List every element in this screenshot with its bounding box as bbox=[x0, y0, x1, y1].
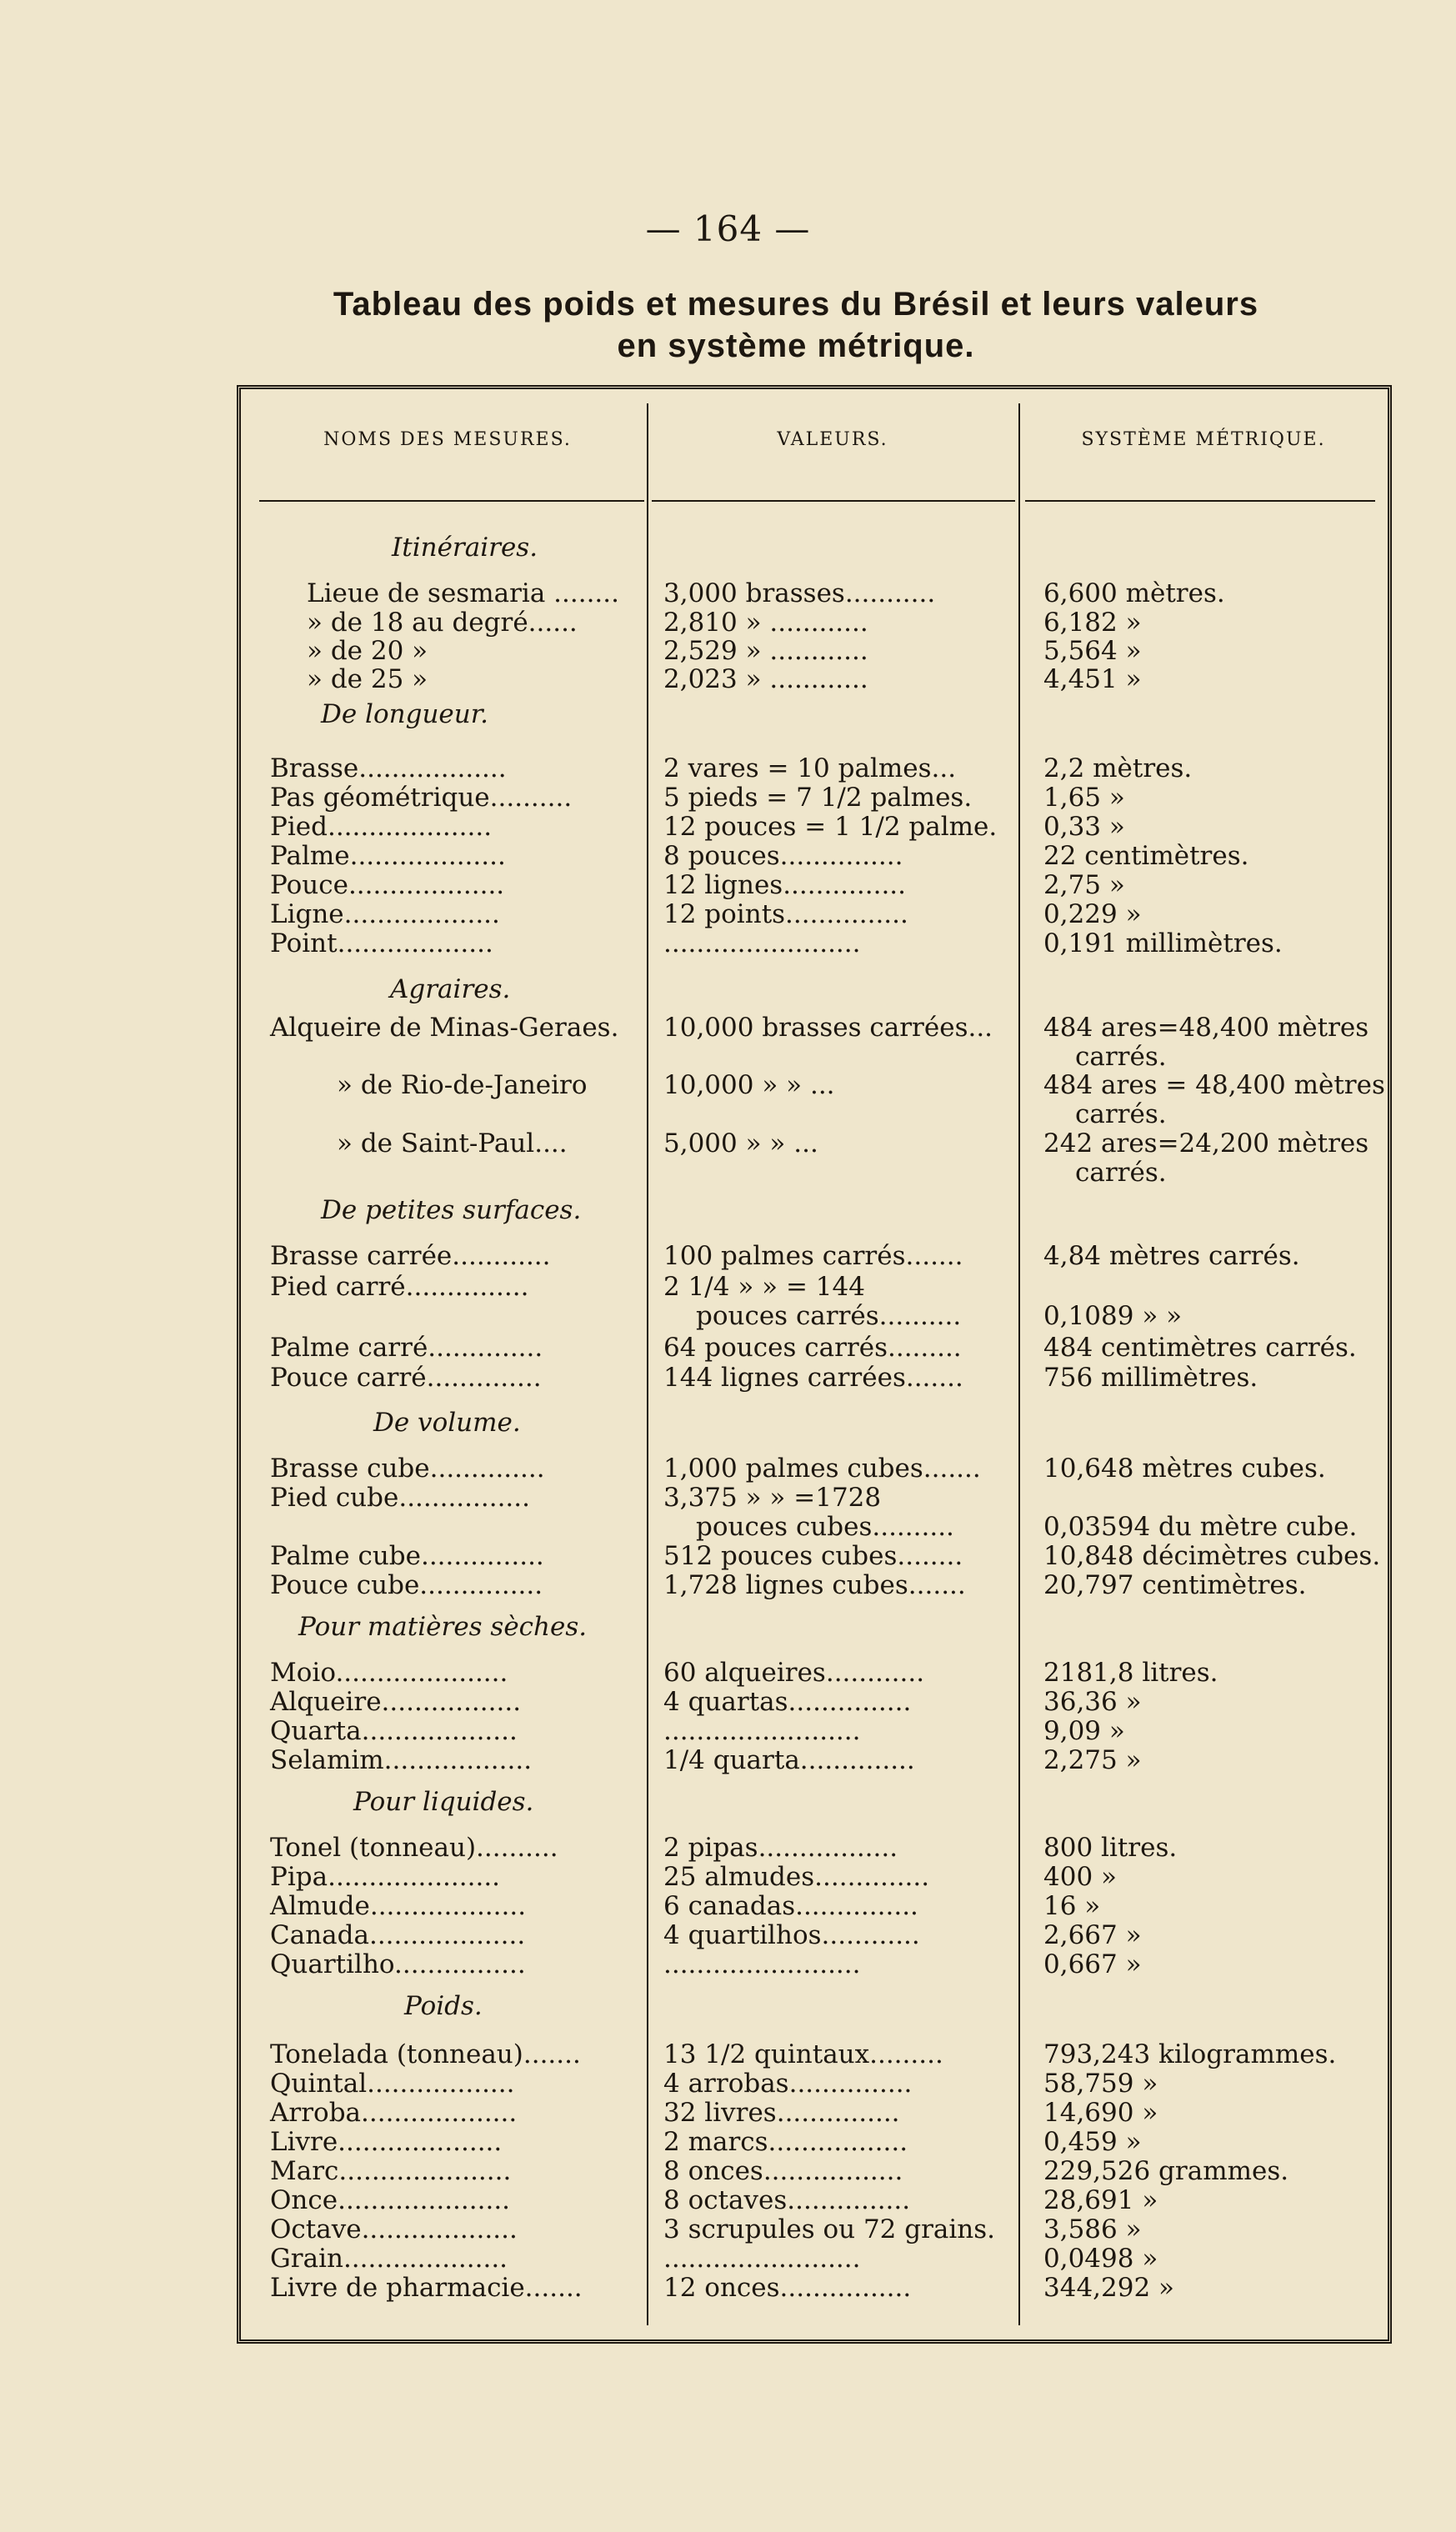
measure-value: 6 canadas............... bbox=[663, 1891, 918, 1921]
metric-value: 5,564 » bbox=[1043, 636, 1142, 666]
measure-name: Arroba................... bbox=[270, 2098, 518, 2128]
metric-value: 28,691 » bbox=[1043, 2185, 1158, 2215]
measure-value: 2,529 » ............ bbox=[663, 636, 868, 666]
header-values: VALEURS. bbox=[777, 429, 888, 450]
metric-value: 344,292 » bbox=[1043, 2273, 1175, 2303]
measure-value: 10,000 brasses carrées... bbox=[663, 1013, 993, 1043]
metric-value: 1,65 » bbox=[1043, 783, 1125, 813]
metric-value: 800 litres. bbox=[1043, 1833, 1178, 1863]
measure-name: Pouce carré.............. bbox=[270, 1363, 542, 1393]
metric-value: 484 ares=48,400 mètres bbox=[1043, 1013, 1369, 1043]
metric-value: 2,2 mètres. bbox=[1043, 753, 1193, 783]
metric-value: 0,459 » bbox=[1043, 2127, 1142, 2157]
measure-value: 5,000 » » ... bbox=[663, 1128, 818, 1158]
measure-name: Pied.................... bbox=[270, 812, 493, 842]
measure-name: » de 18 au degré...... bbox=[307, 608, 578, 638]
measure-name: Palme cube............... bbox=[270, 1541, 544, 1571]
measure-name: Palme carré.............. bbox=[270, 1333, 543, 1363]
metric-value: 36,36 » bbox=[1043, 1687, 1142, 1717]
measure-value: 100 palmes carrés....... bbox=[663, 1241, 963, 1271]
metric-value: 3,586 » bbox=[1043, 2214, 1142, 2244]
measure-name: Livre de pharmacie....... bbox=[270, 2273, 583, 2303]
measure-value: 12 points............... bbox=[663, 899, 908, 929]
measure-value: 12 lignes............... bbox=[663, 870, 907, 900]
measure-value: ........................ bbox=[663, 1716, 861, 1746]
measure-value: 32 livres............... bbox=[663, 2098, 900, 2128]
measure-value: 4 arrobas............... bbox=[663, 2069, 913, 2099]
metric-value-continued: carrés. bbox=[1075, 1158, 1167, 1188]
section-heading: De longueur. bbox=[321, 699, 488, 729]
measure-name: Octave................... bbox=[270, 2214, 518, 2244]
metric-value: 484 ares = 48,400 mètres bbox=[1043, 1070, 1385, 1100]
measure-value: 8 onces................. bbox=[663, 2156, 903, 2186]
measure-value: 8 pouces............... bbox=[663, 841, 903, 871]
measure-value: ........................ bbox=[663, 2244, 861, 2274]
measure-name: Quarta................... bbox=[270, 1716, 518, 1746]
measure-value: 2 marcs................. bbox=[663, 2127, 908, 2157]
measure-value: 1,728 lignes cubes....... bbox=[663, 1570, 966, 1600]
metric-value: 229,526 grammes. bbox=[1043, 2156, 1289, 2186]
measure-name: Point................... bbox=[270, 928, 493, 958]
measure-value: 12 pouces = 1 1/2 palme. bbox=[663, 812, 998, 842]
measure-name: Almude................... bbox=[270, 1891, 527, 1921]
measure-name: Tonel (tonneau).......... bbox=[270, 1833, 558, 1863]
section-heading: De volume. bbox=[373, 1408, 521, 1438]
metric-value: 484 centimètres carrés. bbox=[1043, 1333, 1357, 1363]
measure-value: 4 quartilhos............ bbox=[663, 1920, 920, 1950]
measure-name: Quartilho................ bbox=[270, 1949, 526, 1979]
metric-value: 0,191 millimètres. bbox=[1043, 928, 1283, 958]
section-heading: Agraires. bbox=[390, 974, 511, 1004]
metric-value: 2,667 » bbox=[1043, 1920, 1142, 1950]
column-divider-2 bbox=[1018, 403, 1020, 2325]
measure-value-continued: pouces cubes.......... bbox=[696, 1512, 954, 1542]
measure-value: 2 vares = 10 palmes... bbox=[663, 753, 957, 783]
metric-value: 10,648 mètres cubes. bbox=[1043, 1454, 1326, 1484]
metric-value-continued: carrés. bbox=[1075, 1099, 1167, 1129]
measure-name: Ligne................... bbox=[270, 899, 500, 929]
metric-value: 20,797 centimètres. bbox=[1043, 1570, 1307, 1600]
metric-value: 4,84 mètres carrés. bbox=[1043, 1241, 1300, 1271]
measure-value: 10,000 » » ... bbox=[663, 1070, 835, 1100]
measure-value: 8 octaves............... bbox=[663, 2185, 911, 2215]
measure-name: Marc..................... bbox=[270, 2156, 512, 2186]
measure-name: Grain.................... bbox=[270, 2244, 508, 2274]
measure-value: 2 pipas................. bbox=[663, 1833, 898, 1863]
metric-value: 6,600 mètres. bbox=[1043, 578, 1225, 608]
measure-name: Pied carré............... bbox=[270, 1272, 529, 1302]
measure-name: » de Rio-de-Janeiro bbox=[337, 1070, 588, 1100]
measure-name: Selamim.................. bbox=[270, 1745, 533, 1775]
metric-value: 756 millimètres. bbox=[1043, 1363, 1258, 1393]
measure-value: 5 pieds = 7 1/2 palmes. bbox=[663, 783, 973, 813]
metric-value: 10,848 décimètres cubes. bbox=[1043, 1541, 1381, 1571]
header-names: NOMS DES MESURES. bbox=[323, 429, 572, 450]
measure-value: ........................ bbox=[663, 1949, 861, 1979]
title-line-2: en système métrique. bbox=[617, 328, 975, 364]
metric-value: 14,690 » bbox=[1043, 2098, 1158, 2128]
metric-value: 793,243 kilogrammes. bbox=[1043, 2039, 1337, 2069]
metric-value: 2,275 » bbox=[1043, 1745, 1142, 1775]
header-metric: SYSTÈME MÉTRIQUE. bbox=[1081, 429, 1326, 450]
metric-value: 58,759 » bbox=[1043, 2069, 1158, 2099]
measure-name: Pas géométrique.......... bbox=[270, 783, 573, 813]
measure-value: 3,375 » » =1728 bbox=[663, 1483, 882, 1513]
metric-value: 0,667 » bbox=[1043, 1949, 1142, 1979]
measure-name: Brasse.................. bbox=[270, 753, 507, 783]
measure-value: 144 lignes carrées....... bbox=[663, 1363, 963, 1393]
measure-name: Pouce................... bbox=[270, 870, 505, 900]
header-rule-1 bbox=[259, 500, 644, 502]
measure-name: » de 25 » bbox=[307, 664, 428, 694]
measure-name: Lieue de sesmaria ........ bbox=[307, 578, 619, 608]
measure-value: 2 1/4 » » = 144 bbox=[663, 1272, 865, 1302]
table-title bbox=[192, 283, 1400, 367]
column-divider-1 bbox=[647, 403, 648, 2325]
metric-value: 16 » bbox=[1043, 1891, 1101, 1921]
measure-name: Brasse cube.............. bbox=[270, 1454, 545, 1484]
measure-name: » de Saint-Paul.... bbox=[337, 1128, 568, 1158]
metric-value: 9,09 » bbox=[1043, 1716, 1125, 1746]
measure-name: Brasse carrée............ bbox=[270, 1241, 551, 1271]
metric-value-continued: 0,1089 » » bbox=[1043, 1301, 1183, 1331]
metric-value: 0,33 » bbox=[1043, 812, 1125, 842]
metric-value: 22 centimètres. bbox=[1043, 841, 1249, 871]
measure-value-continued: pouces carrés.......... bbox=[696, 1301, 962, 1331]
header-rule-3 bbox=[1025, 500, 1375, 502]
measure-name: Moio..................... bbox=[270, 1658, 508, 1688]
section-heading: De petites surfaces. bbox=[321, 1195, 582, 1225]
metric-value: 2,75 » bbox=[1043, 870, 1125, 900]
measure-value: 2,810 » ............ bbox=[663, 608, 868, 638]
section-heading: Pour matières sèches. bbox=[298, 1612, 588, 1642]
metric-value: 242 ares=24,200 mètres bbox=[1043, 1128, 1369, 1158]
page-number: — 164 — bbox=[645, 208, 811, 249]
measure-value: 25 almudes.............. bbox=[663, 1862, 930, 1892]
measure-value: 2,023 » ............ bbox=[663, 664, 868, 694]
metric-value: 2181,8 litres. bbox=[1043, 1658, 1218, 1688]
metric-value: 400 » bbox=[1043, 1862, 1117, 1892]
measure-name: Pied cube................ bbox=[270, 1483, 530, 1513]
measure-value: 4 quartas............... bbox=[663, 1687, 912, 1717]
section-heading: Poids. bbox=[404, 1991, 483, 2021]
measure-value: 1,000 palmes cubes....... bbox=[663, 1454, 981, 1484]
measure-value: 512 pouces cubes........ bbox=[663, 1541, 963, 1571]
measure-name: Quintal.................. bbox=[270, 2069, 515, 2099]
measure-value: 3 scrupules ou 72 grains. bbox=[663, 2214, 996, 2244]
measure-value: 1/4 quarta.............. bbox=[663, 1745, 915, 1775]
metric-value: 0,0498 » bbox=[1043, 2244, 1158, 2274]
measure-name: Tonelada (tonneau)....... bbox=[270, 2039, 581, 2069]
header-rule-2 bbox=[652, 500, 1015, 502]
metric-value-continued: 0,03594 du mètre cube. bbox=[1043, 1512, 1358, 1542]
metric-value: 4,451 » bbox=[1043, 664, 1142, 694]
measure-name: Livre.................... bbox=[270, 2127, 503, 2157]
measure-name: Canada................... bbox=[270, 1920, 526, 1950]
measure-value: 64 pouces carrés......... bbox=[663, 1333, 962, 1363]
measure-value: 13 1/2 quintaux......... bbox=[663, 2039, 943, 2069]
metric-value-continued: carrés. bbox=[1075, 1042, 1167, 1072]
measure-name: » de 20 » bbox=[307, 636, 428, 666]
measure-name: Pouce cube............... bbox=[270, 1570, 543, 1600]
measure-value: ........................ bbox=[663, 928, 861, 958]
measure-value: 3,000 brasses........... bbox=[663, 578, 936, 608]
metric-value: 0,229 » bbox=[1043, 899, 1142, 929]
measure-name: Alqueire de Minas-Geraes. bbox=[270, 1013, 619, 1043]
section-heading: Pour liquides. bbox=[353, 1787, 534, 1817]
measure-name: Pipa..................... bbox=[270, 1862, 501, 1892]
title-line-1: Tableau des poids et mesures du Brésil et leurs valeurs bbox=[333, 286, 1259, 323]
metric-value: 6,182 » bbox=[1043, 608, 1142, 638]
measure-name: Once..................... bbox=[270, 2185, 511, 2215]
measure-name: Alqueire................. bbox=[270, 1687, 522, 1717]
measure-value: 12 onces................ bbox=[663, 2273, 912, 2303]
measure-value: 60 alqueires............ bbox=[663, 1658, 925, 1688]
section-heading: Itinéraires. bbox=[392, 533, 538, 563]
measure-name: Palme................... bbox=[270, 841, 506, 871]
